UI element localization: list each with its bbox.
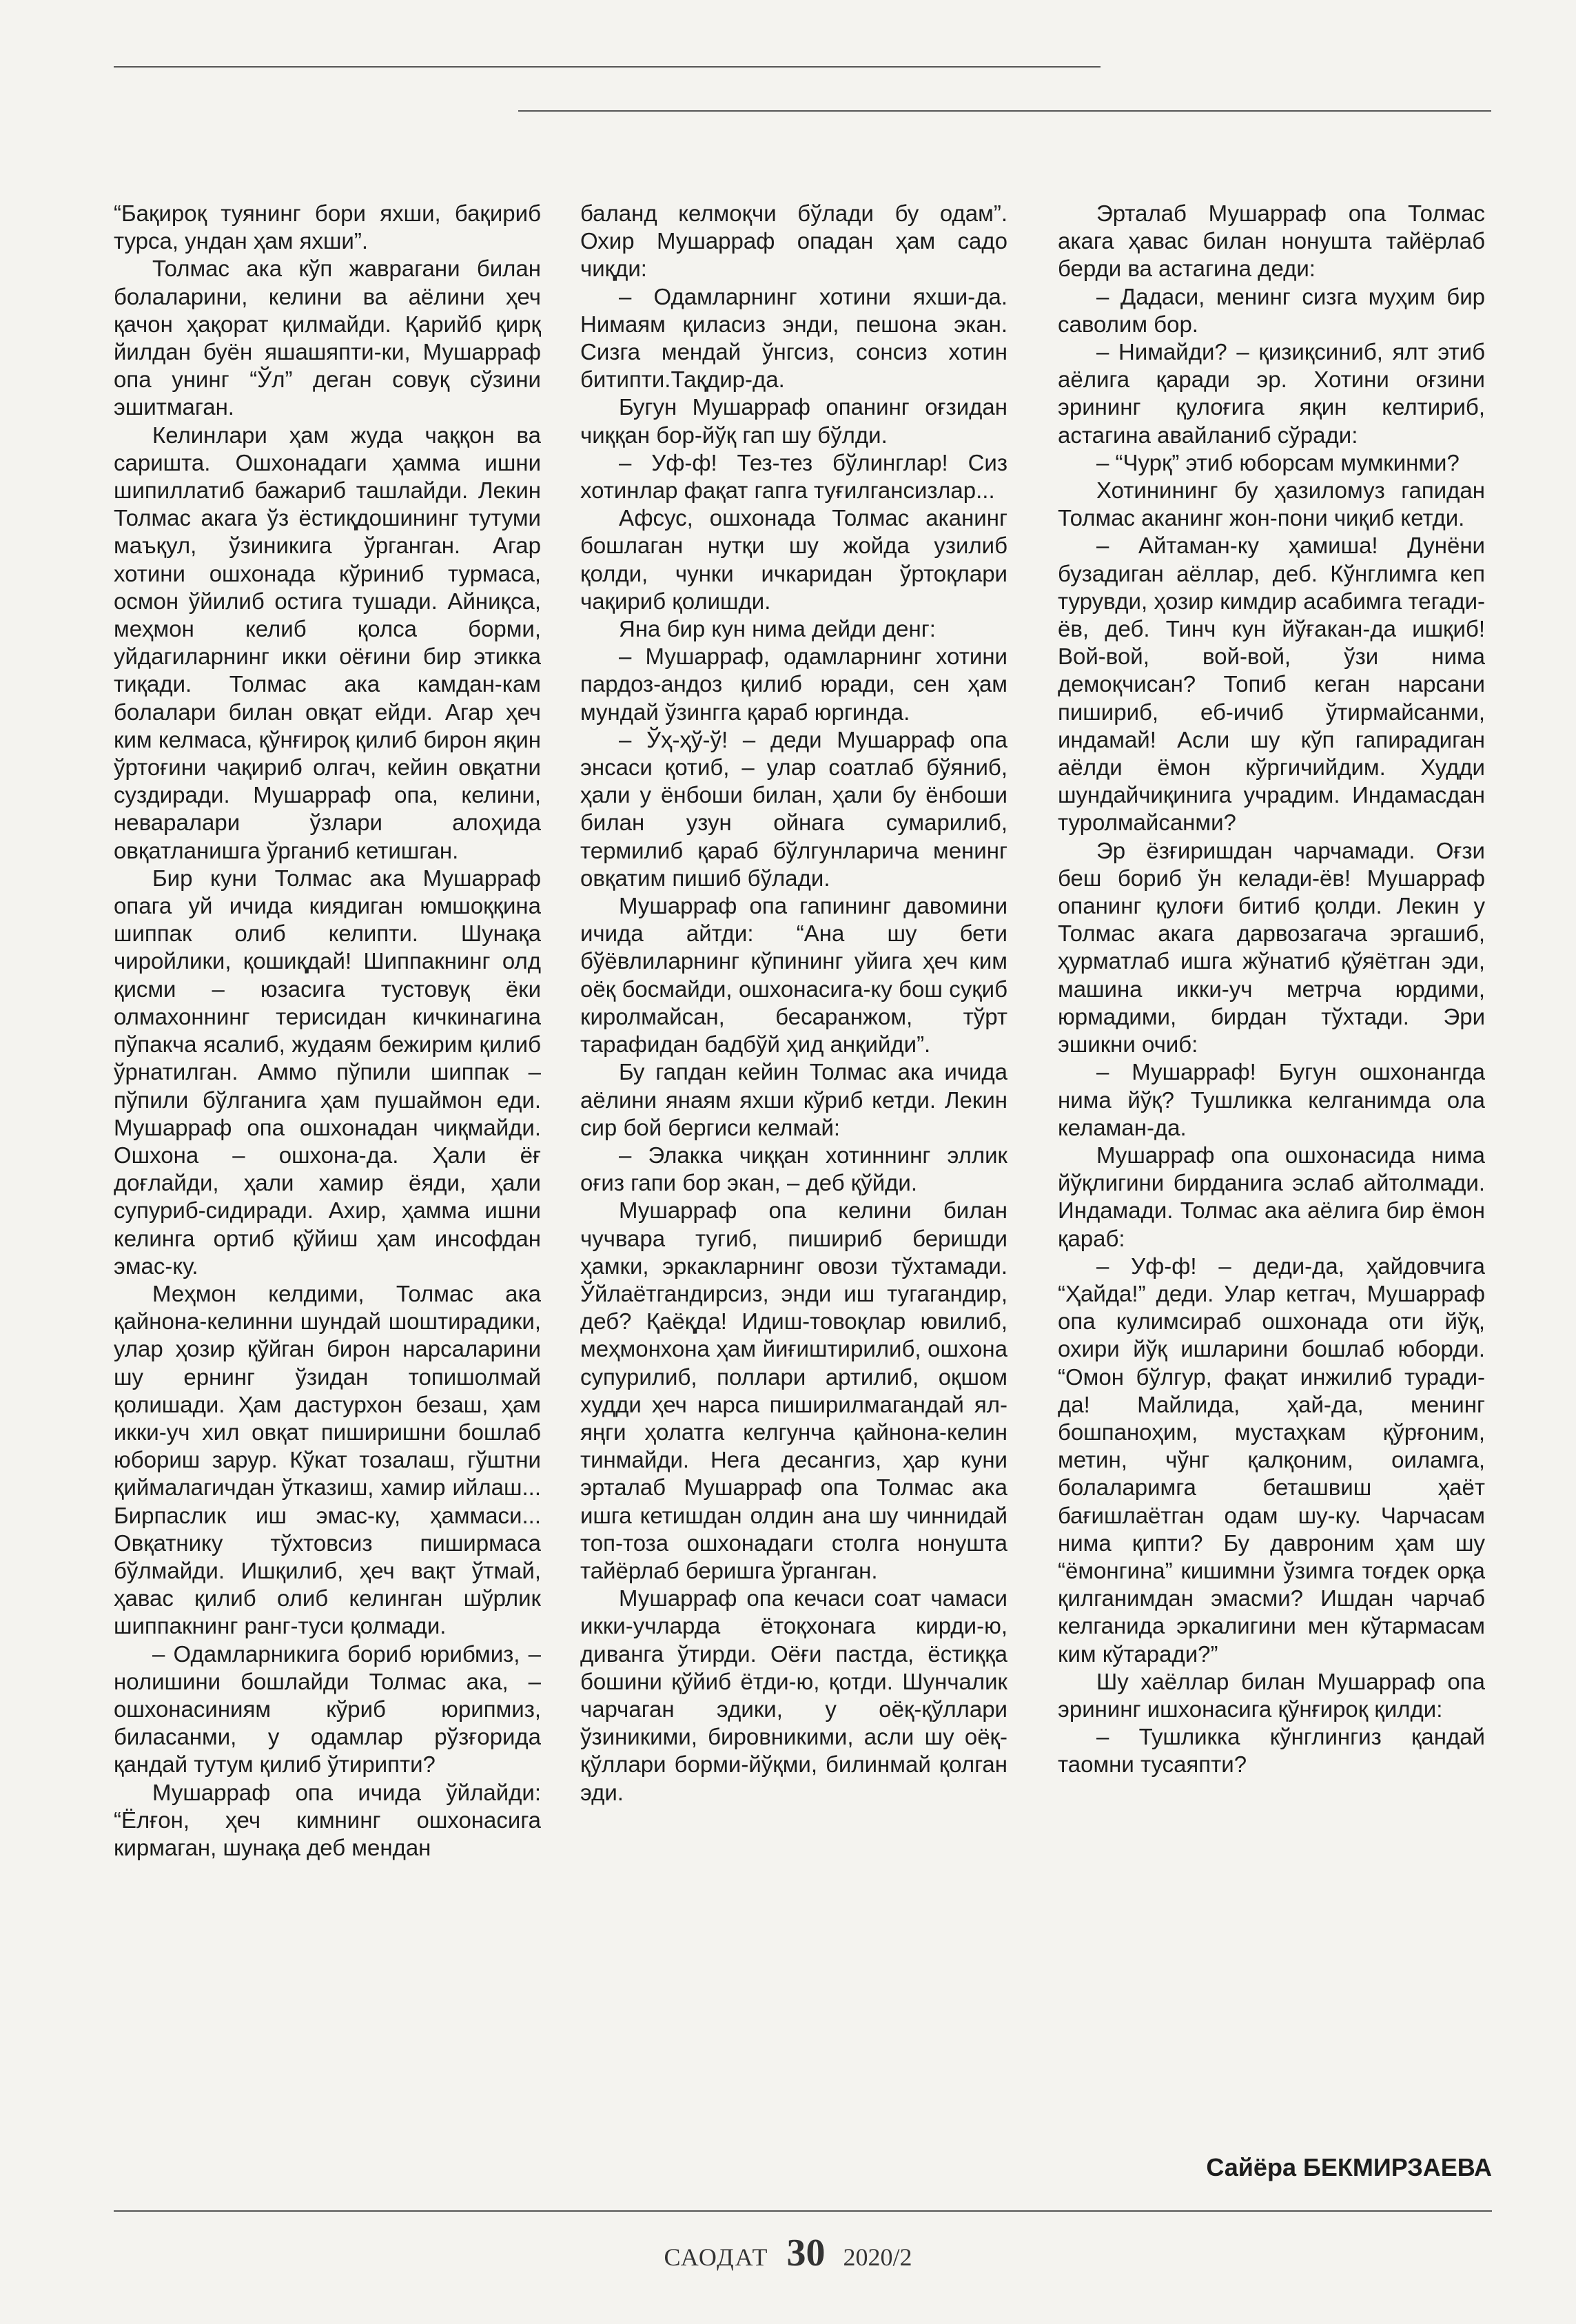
magazine-name: САОДАТ: [664, 2243, 769, 2271]
paragraph: – Элакка чиққан хотиннинг эллик оғиз гапи бор экан, – деб қўйди.: [580, 1142, 1007, 1196]
paragraph: – Уф-ф! – деди-да, ҳайдовчига “Ҳайда!” деди. Улар кетгач, Мушарраф опа кулимсираб ошхонада оти йўқ, охири йўқ ишларини бошлаб юборди. “Омон бўлгур, фақат инжилиб туради-да! Майлида, ҳай-да, менинг бошпаноҳим, мустаҳкам қўрғоним, метин, чўнг қалқоним, оиламга, болаларимга беташвиш ҳаёт бағишлаётган одам шу-ку. Чарчасам нима қипти? Бу давроним ҳам шу “ёмонгина” кишимни ўзимга тоғдек орқа қилганимдан эмасми? Ишдан чарчаб келганида эркалигини мен кўтармасам ким кўтаради?”: [1058, 1253, 1485, 1667]
paragraph: Толмас ака кўп жаврагани билан болаларини, келини ва аёлини ҳеч қачон ҳақорат қилмайди. Қарийб қирқ йилдан буён яшашяпти-ки, Мушарраф опа унинг “Ўл” деган совуқ сўзини эшитмаган.: [114, 256, 541, 420]
issue-number: 2020/2: [843, 2243, 912, 2271]
paragraph: Эр ёзғиришдан чарчамади. Оғзи беш бориб ўн келади-ёв! Мушарраф опанинг қулоғи битиб қолди. Лекин у Толмас акага дарвозагача эргашиб, ҳурматлаб ишга жўнатиб қўяётган эди, машина икки-уч метрча юрдими, юрмадими, бирдан тўхтади. Эри эшикни очиб:: [1058, 837, 1485, 1058]
footer-rule: [114, 2210, 1492, 2212]
paragraph: Мушарраф опа кечаси соат чамаси икки-учларда ётоқхонага кирди-ю, диванга ўтирди. Оёғи пастда, ёстиққа бошини қўйиб ётди-ю, қотди. Шунчалик чарчаган эдики, у оёқ-қўллари ўзиникими, бировникими, асли шу оёқ-қўллари борми-йўқми, билинмай қолган эди.: [580, 1585, 1007, 1805]
paragraph: Афсус, ошхонада Толмас аканинг бошлаган нутқи шу жойда узилиб қолди, чунки ичкаридан ўртоқлари чақириб қолишди.: [580, 505, 1007, 614]
author-signature: Сайёра БЕКМИРЗАЕВА: [1206, 2153, 1492, 2181]
paragraph: – Мушарраф! Бугун ошхонангда нима йўқ? Тушликка келганимда ола келаман-да.: [1058, 1059, 1485, 1140]
paragraph: – Тушликка кўнглингиз қандай таомни тусаяпти?: [1058, 1724, 1485, 1778]
paragraph: – Нимайди? – қизиқсиниб, ялт этиб аёлига қаради эр. Хотини оғзини эрининг қулоғига яқин келтириб, астагина авайланиб сўради:: [1058, 339, 1485, 448]
paragraph: Мушарраф опа гапининг давомини ичида айтди: “Ана шу бети бўёвлиларнинг кўпининг уйига ҳеч ким оёқ босмайди, ошхонасига-ку бош суқиб киролмайсан, бесаранжом, тўрт тарафидан бадбўй ҳид анқийди”.: [580, 893, 1007, 1058]
paragraph: – Одамларнинг хотини яхши-да. Нимаям қиласиз энди, пешона экан. Сизга мендай ўнгсиз, сонсиз хотин битипти.Тақдир-да.: [580, 283, 1007, 393]
paragraph: Яна бир кун нима дейди денг:: [619, 616, 936, 642]
page-number: 30: [786, 2232, 826, 2274]
paragraph: Эрталаб Мушарраф опа Толмас акага ҳавас билан нонушта тайёрлаб берди ва астагина деди:: [1058, 200, 1485, 282]
paragraph: – Айтаман-ку ҳамиша! Дунёни бузадиган аёллар, деб. Кўнглимга кеп турувди, ҳозир кимдир асабимга тегади-ёв, деб. Тинч кун йўғакан-да ишқиб! Вой-вой, вой-вой, ўзи нима демоқчисан? Топиб кеган нарсани пишириб, еб-ичиб ўтирмайсанми, индамай! Асли шу кўп гапирадиган аёлди ёмон кўргичийдим. Худди шундайчиқинига учрадим. Индамасдан туролмайсанми?: [1058, 533, 1485, 836]
top-rule-right: [518, 110, 1491, 112]
paragraph: Хотинининг бу ҳазиломуз гапидан Толмас аканинг жон-пони чиқиб кетди.: [1058, 477, 1485, 531]
paragraph: Бир куни Толмас ака Мушарраф опага уй ичида киядиган юмшоққина шиппак олиб келипти. Шунақа чиройлики, қошиқдай! Шиппакнинг олд қисми – юзасига тустовуқ ёки олмахоннинг терисидан кичкинагина пўпакча ясалиб, жудаям бежирим қилиб ўрнатилган. Аммо пўпили шиппак – пўпили бўлганига ҳам пушаймон еди. Мушарраф опа ошхонадан чиқмайди. Ошхона – ошхона-да. Ҳали ёғ доғлайди, ҳали хамир ёяди, ҳали супуриб-сидиради. Ахир, ҳамма ишни келинга ортиб қўйиш ҳам инсофдан эмас-ку.: [114, 865, 541, 1279]
paragraph: – “Чурқ” этиб юборсам мумкинми?: [1096, 449, 1460, 475]
paragraph: Мушарраф опа ичида ўйлайди: “Ёлғон, ҳеч кимнинг ошхонасига кирмаган, шунақа деб мендан: [114, 1779, 541, 1860]
paragraph: Шу хаёллар билан Мушарраф опа эрининг ишхонасига қўнғироқ қилди:: [1058, 1668, 1485, 1722]
paragraph: – Дадаси, менинг сизга муҳим бир саволим бор.: [1058, 283, 1485, 337]
paragraph: “Бақироқ туянинг бори яхши, бақириб турса, ундан ҳам яхши”.: [114, 200, 541, 254]
text-column-2: [580, 200, 1007, 2177]
top-rule-left: [114, 66, 1101, 68]
paragraph: Келинлари ҳам жуда чаққон ва саришта. Ошхонадаги ҳамма ишни шипиллатиб бажариб ташлайди. Лекин Толмас акага ўз ёстиқдошининг тутуми маъқул, ўзиникига ўрганган. Агар хотини ошхонада кўриниб турмаса, осмон ўйилиб остига тушади. Айниқса, меҳмон келиб қолса борми, уйдагиларнинг икки оёғини бир этикка тиқади. Толмас ака камдан-кам болалари билан овқат ейди. Агар ҳеч ким келмаса, қўнғироқ қилиб бирон яқин ўртоғини чақириб олгач, кейин овқатни суздиради. Мушарраф опа, келини, неваралари ўзлари алоҳида овқатланишга ўрганиб кетишган.: [114, 422, 541, 863]
paragraph: Бугун Мушарраф опанинг оғзидан чиққан бор-йўқ гап шу бўлди.: [580, 394, 1007, 448]
page-footer: [0, 2231, 1576, 2275]
paragraph: Меҳмон келдими, Толмас ака қайнона-келинни шундай шоштирадики, улар ҳозир қўйган бирон нарсаларини шу ернинг ўзидан топишолмай қолишади. Ҳам дастурхон безаш, ҳам икки-уч хил овқат пиширишни бошлаб юбориш зарур. Кўкат тозалаш, гўштни қиймалагичдан ўтказиш, хамир ийлаш... Бирпаслик иш эмас-ку, ҳаммаси... Овқатнику тўхтовсиз пиширмаса бўлмайди. Ишқилиб, ҳеч вақт ўтмай, ҳавас қилиб олиб келинган шўрлик шиппакнинг ранг-туси қолмади.: [114, 1280, 541, 1639]
paragraph: Мушарраф опа ошхонасида нима йўқлигини бирданига эслаб айтолмади. Индамади. Толмас ака аёлига бир ёмон қараб:: [1058, 1142, 1485, 1251]
text-column-1: [114, 200, 541, 2177]
paragraph: – Одамларникига бориб юрибмиз, – нолишини бошлайди Толмас ака, – ошхонасиниям кўриб юрипмиз, биласанми, у одамлар рўзғорида қандай тутум қилиб ўтирипти?: [114, 1641, 541, 1778]
text-column-3: [1058, 200, 1485, 2143]
paragraph: – Уф-ф! Тез-тез бўлинглар! Сиз хотинлар фақат гапга туғилгансизлар...: [580, 449, 1007, 504]
paragraph: – Мушарраф, одамларнинг хотини пардоз-андоз қилиб юради, сен ҳам мундай ўзингга қараб юргинда.: [580, 644, 1007, 725]
paragraph: Бу гапдан кейин Толмас ака ичида аёлини янаям яхши кўриб кетди. Лекин сир бой бергиси келмай:: [580, 1059, 1007, 1140]
paragraph: баланд келмоқчи бўлади бу одам”. Охир Мушарраф опадан ҳам садо чиқди:: [580, 200, 1007, 282]
paragraph: Мушарраф опа келини билан чучвара тугиб, пишириб беришди ҳамки, эркакларнинг овози тўхтамади. Ўйлаётгандирсиз, энди иш тугагандир, деб? Қаёқда! Идиш-товоқлар ювилиб, меҳмонхона ҳам йиғиштирилиб, ошхона супурилиб, поллари артилиб, оқшом худди ҳеч нарса пиширилмагандай ял-яңги ҳолатга келгунча қайнона-келин тинмайди. Нега десангиз, ҳар куни эрталаб Мушарраф опа Толмас ака ишга кетишдан олдин ана шу чиннидай топ-тоза ошхонадаги столга нонушта тайёрлаб беришга ўрганган.: [580, 1197, 1007, 1583]
paragraph: – Ўҳ-ҳў-ў! – деди Мушарраф опа энсаси қотиб, – улар соатлаб бўяниб, ҳали у ёнбоши билан, ҳали бу ёнбоши билан узун ойнага сумарилиб, термилиб қараб бўлгунларича менинг овқатим пишиб бўлади.: [580, 726, 1007, 891]
